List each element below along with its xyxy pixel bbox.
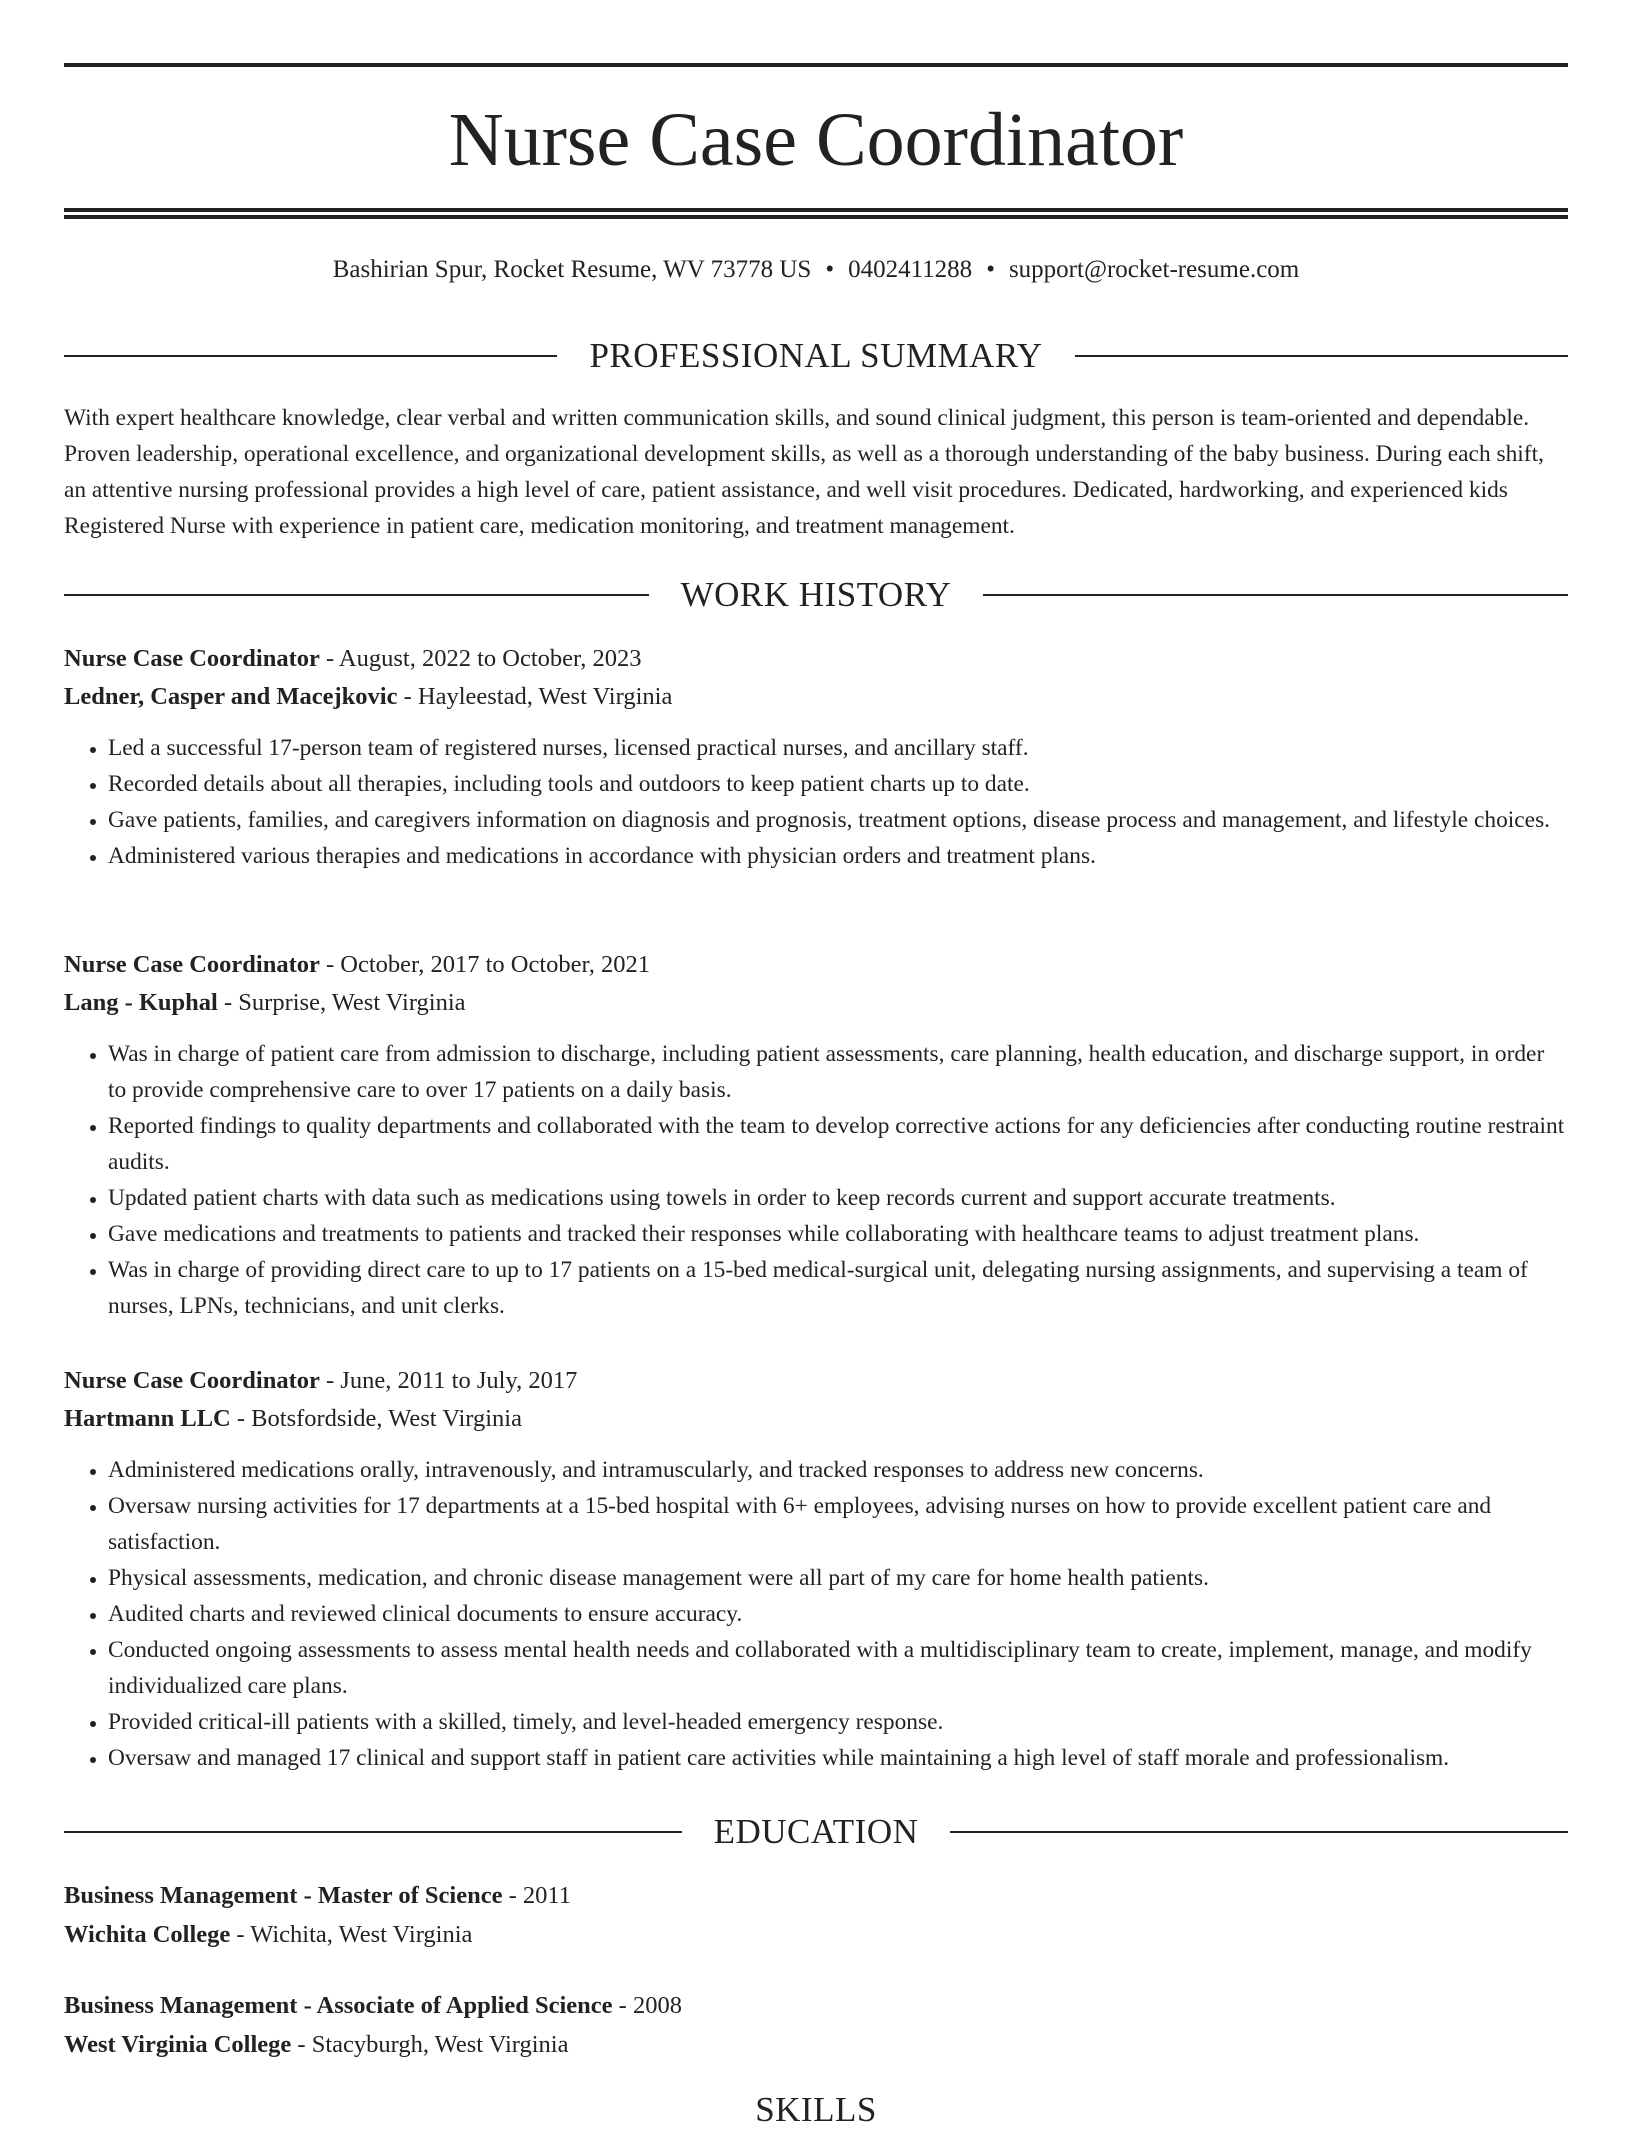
job-title: Nurse Case Coordinator xyxy=(64,951,320,978)
job-location: - Botsfordside, West Virginia xyxy=(230,1405,522,1432)
job-dates: - October, 2017 to October, 2021 xyxy=(319,951,650,978)
job-employer-line xyxy=(64,1400,1568,1438)
section-divider-right xyxy=(950,1831,1568,1833)
candidate-name: Nurse Case Coordinator xyxy=(448,98,1184,182)
section-title-summary: PROFESSIONAL SUMMARY xyxy=(589,336,1043,375)
education-entry-2 xyxy=(64,1986,1568,2064)
job-bullet: • Reported findings to quality departments and collaborated with the team to develop corrective actions for any deficiencies after conducting routine restraint audits. xyxy=(108,1108,1568,1180)
section-title-education: EDUCATION xyxy=(713,1812,919,1851)
job-bullet: • Administered various therapies and medications in accordance with physician orders and treatment plans. xyxy=(108,838,1568,874)
education-school: Wichita College xyxy=(64,1921,231,1948)
job-employer: Hartmann LLC xyxy=(64,1405,231,1432)
job-bullets xyxy=(64,730,1568,874)
job-title-line xyxy=(64,1362,1568,1400)
contact-line xyxy=(64,252,1568,288)
name-rule-lower xyxy=(64,215,1568,219)
job-bullet: • Audited charts and reviewed clinical documents to ensure accuracy. xyxy=(108,1596,1568,1632)
job-bullet: • Physical assessments, medication, and chronic disease management were all part of my care for home health patients. xyxy=(108,1560,1568,1596)
job-bullet: • Oversaw and managed 17 clinical and support staff in patient care activities while maintaining a high level of staff morale and professionalism. xyxy=(108,1740,1568,1776)
job-bullet: • Was in charge of providing direct care to up to 17 patients on a 15-bed medical-surgical unit, delegating nursing assignments, and supervising a team of nurses, LPNs, technicians, and unit clerks. xyxy=(108,1252,1568,1324)
section-title-work-history: WORK HISTORY xyxy=(680,575,952,614)
section-title-skills: SKILLS xyxy=(755,2090,877,2129)
job-bullet: • Was in charge of patient care from admission to discharge, including patient assessments, care planning, health education, and discharge support, in order to provide comprehensive care to over 17 patients on a daily basis. xyxy=(108,1036,1568,1108)
education-year: - 2008 xyxy=(612,1992,682,2019)
contact-separator: • xyxy=(825,256,835,283)
job-employer: Lang - Kuphal xyxy=(64,989,218,1016)
section-divider-right xyxy=(1075,355,1568,357)
professional-summary-text: With expert healthcare knowledge, clear verbal and written communication skills, and sound clinical judgment, this person is team-oriented and dependable. Proven leadership, operational excellence, and organizational development skills, as well as a thorough understanding of the baby business. During each shift, an attentive nursing professional provides a high level of care, patient assistance, and well visit procedures. Dedicated, hardworking, and experienced kids Registered Nurse with experience in patient care, medication monitoring, and treatment management. xyxy=(64,405,1544,539)
job-dates: - August, 2022 to October, 2023 xyxy=(319,645,642,672)
section-header-summary xyxy=(64,334,1568,378)
education-school: West Virginia College xyxy=(64,2031,292,2058)
contact-separator: • xyxy=(986,256,995,283)
job-title-line xyxy=(64,946,1568,984)
section-header-work-history xyxy=(64,573,1568,617)
contact-phone: 0402411288 xyxy=(848,256,973,283)
contact-email[interactable]: support@rocket-resume.com xyxy=(1008,256,1300,283)
job-location: - Surprise, West Virginia xyxy=(217,989,466,1016)
job-entry-1 xyxy=(64,640,1568,874)
job-bullet: • Recorded details about all therapies, including tools and outdoors to keep patient charts up to date. xyxy=(108,766,1568,802)
section-divider-left xyxy=(64,2109,723,2111)
name-rule-upper xyxy=(64,208,1568,212)
education-degree: Business Management - Master of Science xyxy=(64,1882,503,1909)
job-location: - Hayleestad, West Virginia xyxy=(397,683,673,710)
job-entry-3 xyxy=(64,1362,1568,1776)
job-bullet: • Gave patients, families, and caregivers information on diagnosis and prognosis, treatment options, disease process and management, and lifestyle choices. xyxy=(108,802,1568,838)
job-title-line xyxy=(64,640,1568,678)
section-divider-right xyxy=(983,594,1568,596)
job-bullet: • Conducted ongoing assessments to assess mental health needs and collaborated with a multidisciplinary team to create, implement, manage, and modify individualized care plans. xyxy=(108,1632,1568,1704)
job-bullet: • Administered medications orally, intravenously, and intramuscularly, and tracked responses to address new concerns. xyxy=(108,1452,1568,1488)
top-rule xyxy=(64,63,1568,67)
section-divider-left xyxy=(64,355,557,357)
education-degree-line xyxy=(64,1986,1568,2025)
job-bullet: • Provided critical-ill patients with a skilled, timely, and level-headed emergency response. xyxy=(108,1704,1568,1740)
education-entry-1 xyxy=(64,1876,1568,1954)
section-header-education xyxy=(64,1810,1568,1854)
education-degree: Business Management - Associate of Applied Science xyxy=(64,1992,613,2019)
job-bullets xyxy=(64,1452,1568,1776)
job-bullet: • Oversaw nursing activities for 17 departments at a 15-bed hospital with 6+ employees, advising nurses on how to provide excellent patient care and satisfaction. xyxy=(108,1488,1568,1560)
job-bullet: • Gave medications and treatments to patients and tracked their responses while collaborating with healthcare teams to adjust treatment plans. xyxy=(108,1216,1568,1252)
section-divider-left xyxy=(64,594,649,596)
job-bullets xyxy=(64,1036,1568,1324)
job-employer-line xyxy=(64,984,1568,1022)
section-divider-left xyxy=(64,1831,682,1833)
section-header-skills xyxy=(64,2088,1568,2132)
job-bullet: • Updated patient charts with data such as medications using towels in order to keep records current and support accurate treatments. xyxy=(108,1180,1568,1216)
job-employer-line xyxy=(64,678,1568,716)
job-title: Nurse Case Coordinator xyxy=(64,645,320,672)
education-location: - Stacyburgh, West Virginia xyxy=(291,2031,569,2058)
education-school-line xyxy=(64,2025,1568,2064)
job-entry-2 xyxy=(64,946,1568,1324)
job-employer: Ledner, Casper and Macejkovic xyxy=(64,683,398,710)
education-degree-line xyxy=(64,1876,1568,1915)
section-divider-right xyxy=(909,2109,1568,2111)
job-dates: - June, 2011 to July, 2017 xyxy=(319,1367,578,1394)
education-year: - 2011 xyxy=(502,1882,571,1909)
education-school-line xyxy=(64,1915,1568,1954)
education-location: - Wichita, West Virginia xyxy=(230,1921,473,1948)
contact-address: Bashirian Spur, Rocket Resume, WV 73778 US xyxy=(332,256,812,283)
job-bullet: • Led a successful 17-person team of registered nurses, licensed practical nurses, and ancillary staff. xyxy=(108,730,1568,766)
job-title: Nurse Case Coordinator xyxy=(64,1367,320,1394)
